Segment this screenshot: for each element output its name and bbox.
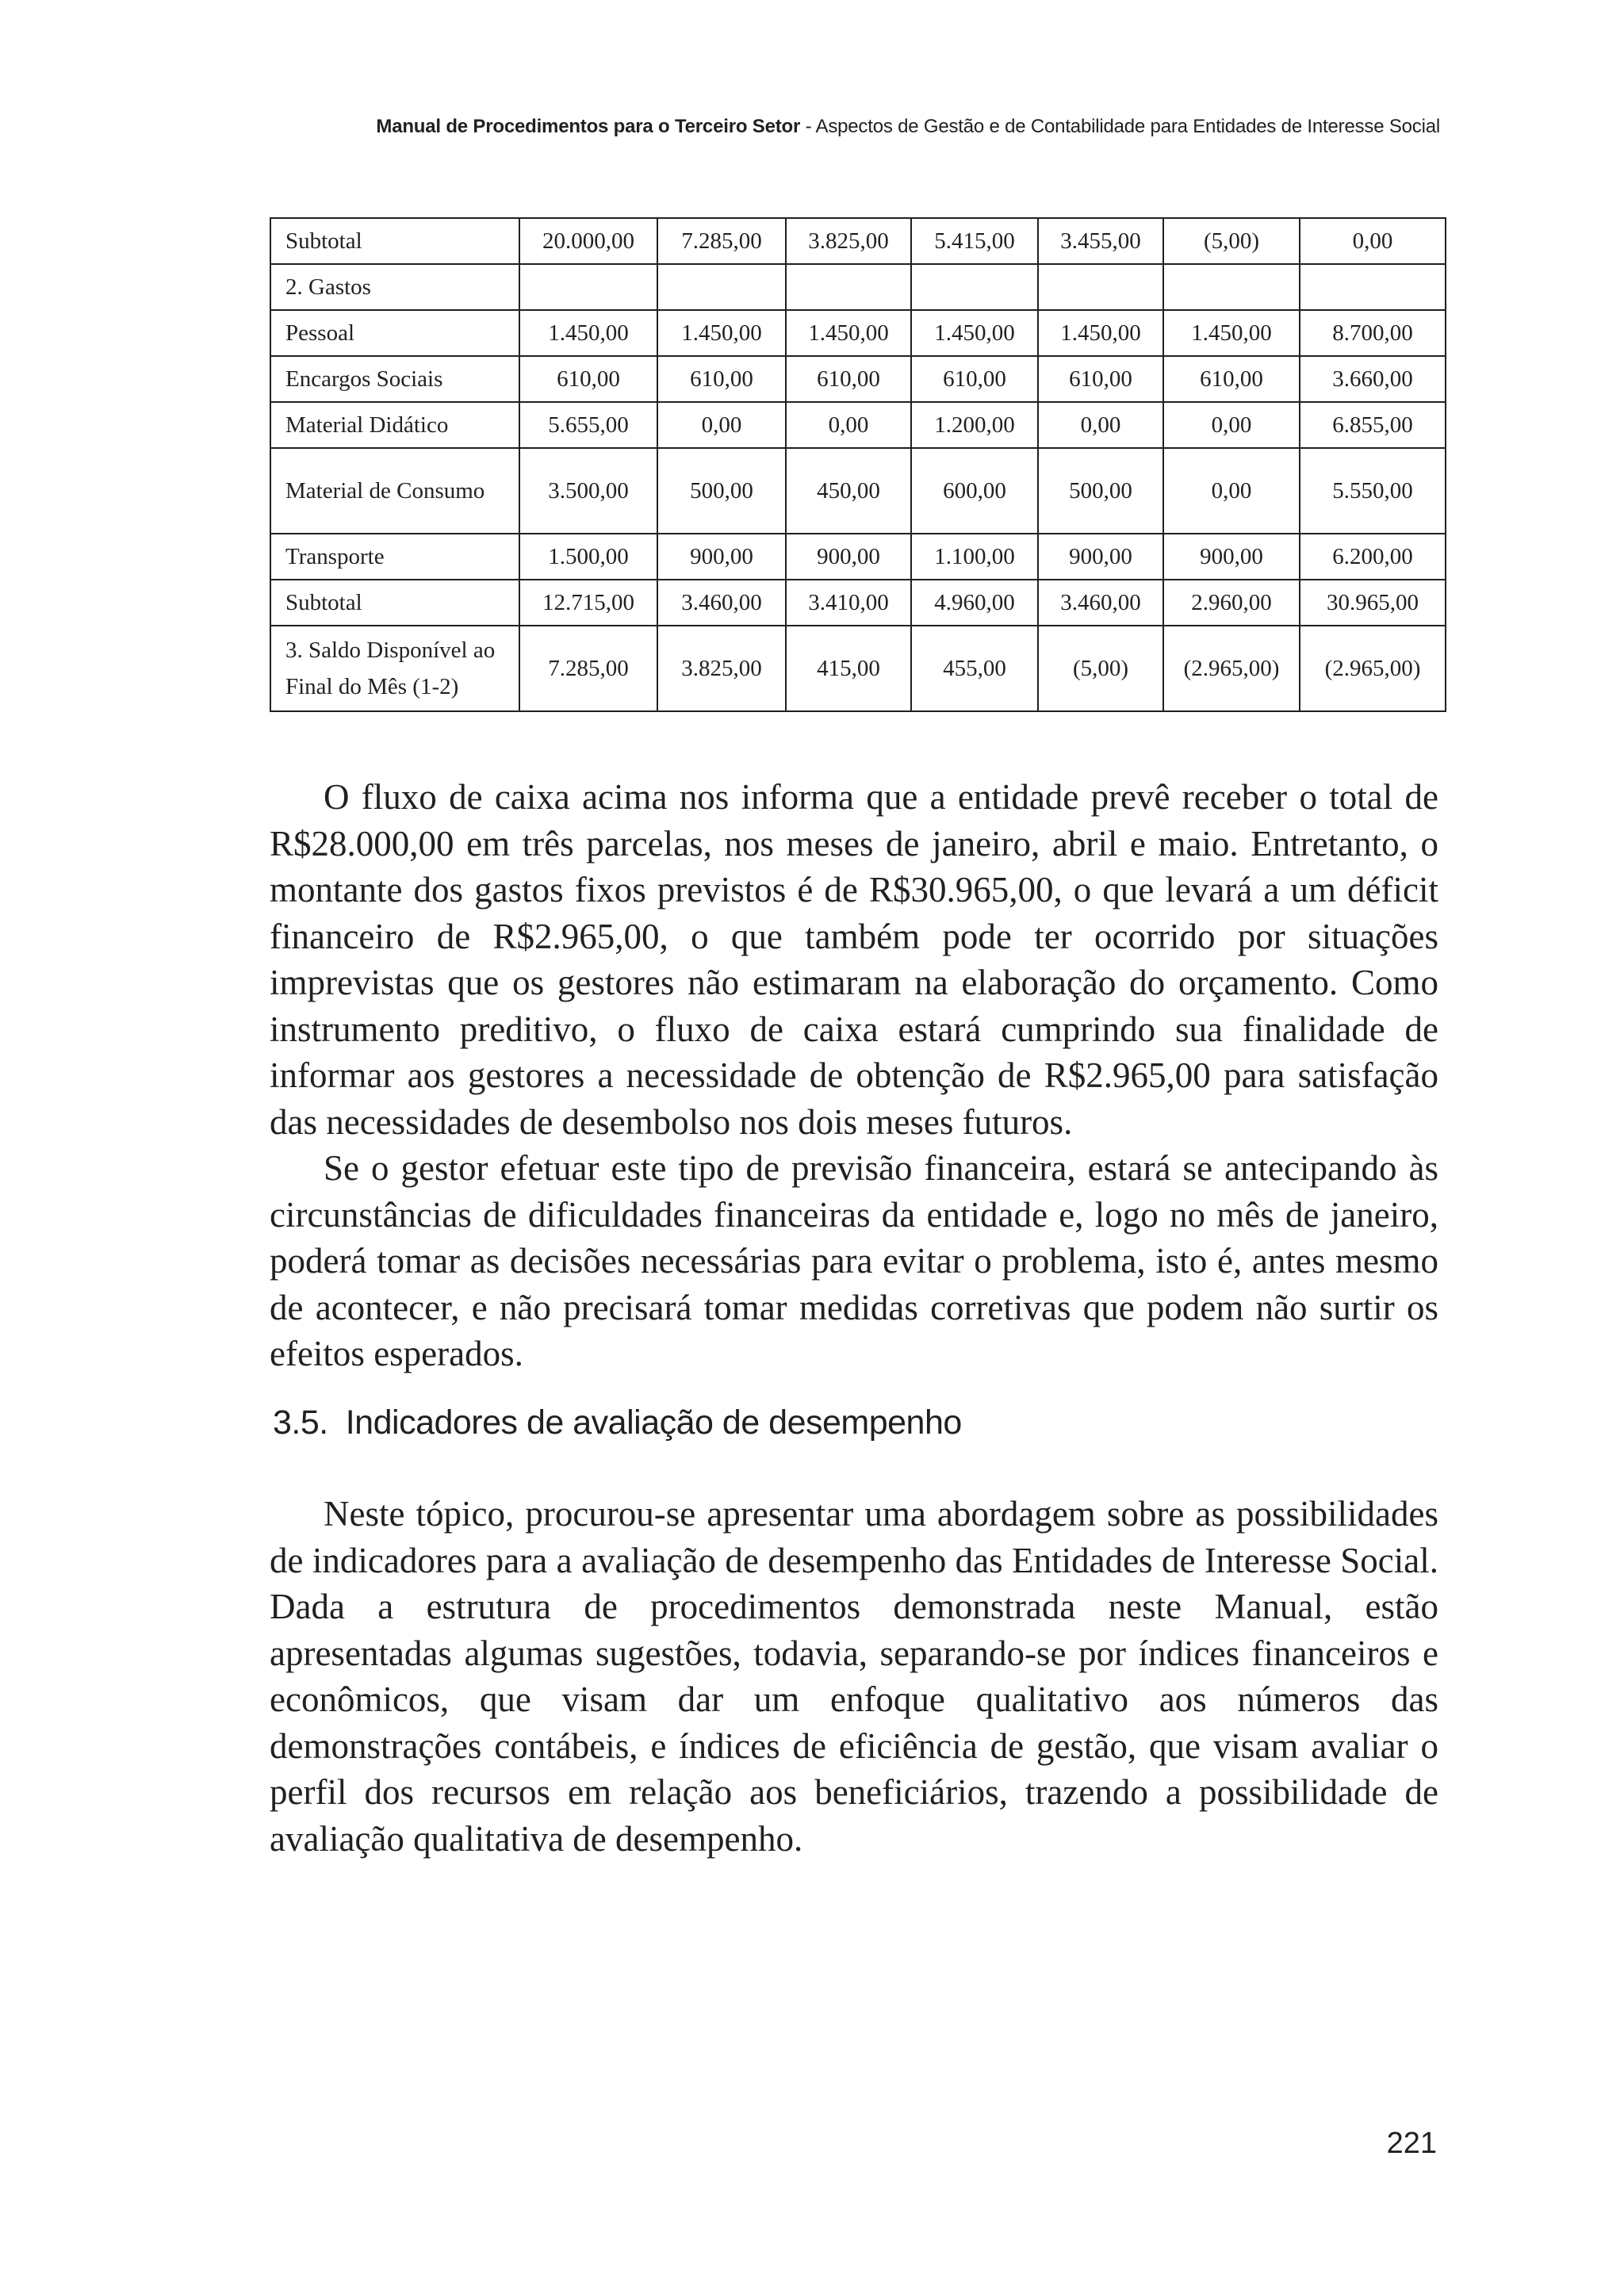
table-cell (657, 264, 786, 310)
table-cell: 1.450,00 (1163, 310, 1300, 356)
table-cell: 3.500,00 (519, 448, 657, 534)
table-cell (1163, 264, 1300, 310)
table-cell: (2.965,00) (1300, 626, 1446, 711)
table-cell: 5.655,00 (519, 402, 657, 448)
table-cell: 2.960,00 (1163, 580, 1300, 626)
table-cell: 6.855,00 (1300, 402, 1446, 448)
table-cell: 12.715,00 (519, 580, 657, 626)
table-cell: 610,00 (519, 356, 657, 402)
table-cell: 900,00 (657, 534, 786, 580)
table-cell: 415,00 (786, 626, 911, 711)
table-cell (911, 264, 1038, 310)
table-cell: (2.965,00) (1163, 626, 1300, 711)
table-row (270, 264, 1446, 310)
table-cell: 5.415,00 (911, 218, 1038, 264)
body-text-block-2 (270, 1491, 1438, 1862)
row-label: Pessoal (270, 310, 519, 356)
table-cell: 610,00 (786, 356, 911, 402)
table-cell: 3.825,00 (786, 218, 911, 264)
table-cell: 6.200,00 (1300, 534, 1446, 580)
row-label: 3. Saldo Disponível ao Final do Mês (1-2) (270, 626, 519, 711)
table-cell (1300, 264, 1446, 310)
header-title-bold: Manual de Procedimentos para o Terceiro Setor (376, 116, 801, 137)
table-cell: 610,00 (657, 356, 786, 402)
table-cell: 450,00 (786, 448, 911, 534)
section-title: Indicadores de avaliação de desempenho (345, 1404, 962, 1442)
table-cell: 1.200,00 (911, 402, 1038, 448)
page-number: 221 (1386, 2127, 1437, 2160)
table-cell (519, 264, 657, 310)
table-row (270, 402, 1446, 448)
row-label: Subtotal (270, 218, 519, 264)
table-cell: 7.285,00 (657, 218, 786, 264)
table-cell: (5,00) (1163, 218, 1300, 264)
table-cell: 3.460,00 (657, 580, 786, 626)
table-cell: 500,00 (1038, 448, 1163, 534)
table-cell: 3.460,00 (1038, 580, 1163, 626)
table-row (270, 580, 1446, 626)
table-cell: 5.550,00 (1300, 448, 1446, 534)
table-cell: 0,00 (1300, 218, 1446, 264)
table-cell: 600,00 (911, 448, 1038, 534)
table-cell: 1.450,00 (1038, 310, 1163, 356)
body-text-block-1 (270, 774, 1438, 1377)
table-cell: 3.410,00 (786, 580, 911, 626)
table-cell: 0,00 (1038, 402, 1163, 448)
table-cell: 4.960,00 (911, 580, 1038, 626)
table-cell: 1.100,00 (911, 534, 1038, 580)
table-cell: 610,00 (1038, 356, 1163, 402)
table-cell: 1.450,00 (911, 310, 1038, 356)
paragraph: Neste tópico, procurou-se apresentar uma abordagem sobre as possibilidades de indicadores para a avaliação de desempenho das Entidades de Interesse Social. Dada a estrutura de procedimentos demonstrada neste Manual, estão apresentadas algumas sugestões, todavia, separando-se por índices financeiros e econômicos, que visam dar um enfoque qualitativo aos números das demonstrações contábeis, e índices de eficiência de gestão, que visam avaliar o perfil dos recursos em relação aos beneficiários, trazendo a possibilidade de avaliação qualitativa de desempenho. (270, 1494, 1438, 1859)
row-label: Material Didático (270, 402, 519, 448)
table-cell: 1.450,00 (657, 310, 786, 356)
table-cell: 0,00 (1163, 402, 1300, 448)
table-cell: 3.660,00 (1300, 356, 1446, 402)
row-label: Material de Consumo (270, 448, 519, 534)
table-cell (786, 264, 911, 310)
table-cell: 1.450,00 (786, 310, 911, 356)
table-cell: 30.965,00 (1300, 580, 1446, 626)
table-cell: 3.455,00 (1038, 218, 1163, 264)
table-cell: 3.825,00 (657, 626, 786, 711)
table-cell: 610,00 (1163, 356, 1300, 402)
row-label: Transporte (270, 534, 519, 580)
row-label: Subtotal (270, 580, 519, 626)
table-cell: 1.450,00 (519, 310, 657, 356)
table-cell: 0,00 (657, 402, 786, 448)
row-label: 2. Gastos (270, 264, 519, 310)
running-header (270, 116, 1440, 138)
table-cell: 900,00 (1038, 534, 1163, 580)
table-row (270, 356, 1446, 402)
table-row (270, 626, 1446, 711)
table-row (270, 310, 1446, 356)
table-cell: 500,00 (657, 448, 786, 534)
paragraph: Se o gestor efetuar este tipo de previsão financeira, estará se antecipando às circunstâncias de dificuldades financeiras da entidade e, logo no mês de janeiro, poderá tomar as decisões necessárias para evitar o problema, isto é, antes mesmo de acontecer, e não precisará tomar medidas corretivas que podem não surtir os efeitos esperados. (270, 1148, 1438, 1373)
section-number: 3.5. (273, 1404, 328, 1442)
table-cell: (5,00) (1038, 626, 1163, 711)
table-row (270, 448, 1446, 534)
table-cell (1038, 264, 1163, 310)
header-title-rest: - Aspectos de Gestão e de Contabilidade para Entidades de Interesse Social (800, 116, 1440, 137)
table-cell: 7.285,00 (519, 626, 657, 711)
table-cell: 455,00 (911, 626, 1038, 711)
row-label: Encargos Sociais (270, 356, 519, 402)
section-heading (273, 1404, 962, 1442)
table-cell: 20.000,00 (519, 218, 657, 264)
table-row (270, 534, 1446, 580)
cash-flow-table (270, 217, 1446, 712)
table-cell: 0,00 (1163, 448, 1300, 534)
paragraph: O fluxo de caixa acima nos informa que a entidade prevê receber o total de R$28.000,00 em três parcelas, nos meses de janeiro, abril e maio. Entretanto, o montante dos gastos fixos previstos é de R$30.965,00, o que levará a um déficit financeiro de R$2.965,00, o que também pode ter ocorrido por situações imprevistas que os gestores não estimaram na elaboração do orçamento. Como instrumento preditivo, o fluxo de caixa estará cumprindo sua finalidade de informar aos gestores a necessidade de obtenção de R$2.965,00 para satisfação das necessidades de desembolso nos dois meses futuros. (270, 777, 1438, 1142)
table-cell: 900,00 (1163, 534, 1300, 580)
table-cell: 0,00 (786, 402, 911, 448)
table-cell: 1.500,00 (519, 534, 657, 580)
table-cell: 8.700,00 (1300, 310, 1446, 356)
table-cell: 610,00 (911, 356, 1038, 402)
table-row (270, 218, 1446, 264)
table-cell: 900,00 (786, 534, 911, 580)
